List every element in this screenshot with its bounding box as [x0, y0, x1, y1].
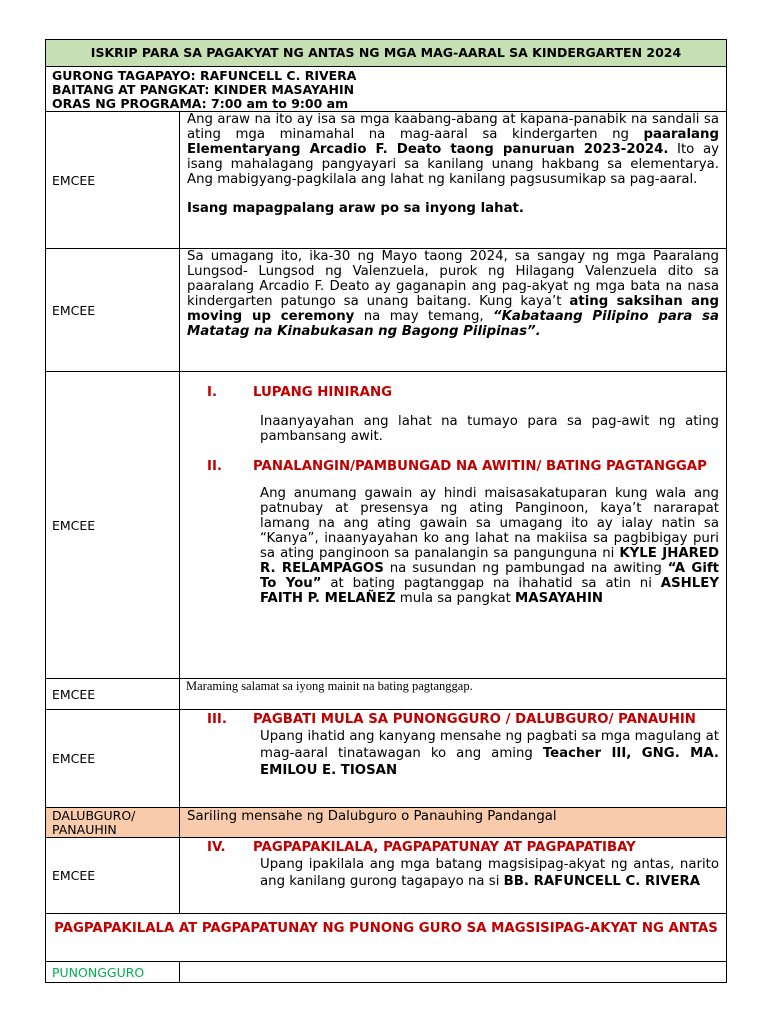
ceremony-intro-text: Sa umagang ito, ika-30 ng Mayo taong 2024, sa sangay ng mga Paaralang Lungsod- Lungsod ng Valenzuela, purok ng Hilagang Valenzuela dito sa paaralang Arcadio F. Deato ay gaganapin ang pag-akyat ng mga bata na nasa kindergarten patungo sa unang baitang. Kung kaya’t — [187, 249, 719, 309]
grade-section-line: BAITANG AT PANGKAT: KINDER MASAYAHIN — [52, 82, 355, 97]
role-label: EMCEE — [46, 372, 180, 679]
introduction-text: Upang ipakilala ang mga batang magsisipag-akyat ng antas, narito ang kanilang gurong tagapayo na si — [260, 857, 719, 889]
script-text — [180, 372, 727, 679]
script-row — [46, 679, 727, 710]
script-text — [180, 808, 727, 838]
section-heading — [187, 385, 719, 400]
section-name: MASAYAHIN — [515, 591, 604, 606]
program-script-table — [45, 39, 727, 983]
greeting-text: Isang mapagpalang araw po sa inyong lahat. — [187, 201, 524, 216]
script-row — [46, 962, 727, 983]
ceremony-text-cont: na may temang, — [354, 309, 494, 324]
schedule-line: ORAS NG PROGRAMA: 7:00 am to 9:00 am — [52, 96, 349, 111]
welcome-text-cont: mula sa pangkat — [395, 591, 516, 606]
document-title: ISKRIP PARA SA PAGAKYAT NG ANTAS NG MGA MAG-AARAL SA KINDERGARTEN 2024 — [46, 40, 727, 67]
role-label: EMCEE — [46, 679, 180, 710]
script-text — [180, 679, 727, 710]
school-year-text: paaralang Elementaryang Arcadio F. Deato taong panuruan 2023-2024. — [187, 127, 719, 157]
script-text — [180, 710, 727, 808]
section-heading — [187, 458, 719, 476]
script-text — [180, 962, 727, 983]
script-text — [180, 249, 727, 372]
program-info — [46, 67, 727, 112]
section-number: I. — [207, 385, 217, 400]
section-banner: PAGPAPAKILALA AT PAGPAPATUNAY NG PUNONG GURO SA MAGSISIPAG-AKYAT NG ANTAS — [46, 914, 727, 962]
section-title: PANALANGIN/PAMBUNGAD NA AWITIN/ BATING PAGTANGGAP — [253, 459, 707, 474]
script-text — [180, 112, 727, 249]
role-label: EMCEE — [46, 838, 180, 914]
opening-text-cont: Ito ay isang mahalagang pangyayari sa kanilang unang hakbang sa elementarya. Ang mabigyang-pagkilala ang lahat ng kanilang pagsusumikap sa pag-aaral. — [187, 142, 719, 187]
section-title: LUPANG HINIRANG — [253, 385, 393, 400]
script-row — [46, 808, 727, 838]
title-row — [46, 40, 727, 67]
script-row — [46, 838, 727, 914]
role-label: DALUBGURO/ PANAUHIN — [46, 808, 180, 838]
info-row — [46, 67, 727, 112]
section-title: PAGBATI MULA SA PUNONGGURO / DALUBGURO/ PANAUHIN — [253, 712, 696, 727]
script-row — [46, 710, 727, 808]
section-number: III. — [207, 712, 227, 727]
section-number: IV. — [207, 840, 226, 855]
opening-text: Ang araw na ito ay isa sa mga kaabang-abang at kapana-panabik na sandali sa ating mga minamahal na mag-aaral sa kindergarten ng — [187, 112, 719, 142]
greeting-invite-text: Upang ihatid ang kanyang mensahe ng pagbati sa mga magulang at mag-aaral tinatawagan ko ang aming — [260, 729, 719, 761]
theme-text: “Kabataang Pilipino para sa Matatag na Kinabukasan ng Bagong Pilipinas”. — [187, 309, 720, 339]
role-label: EMCEE — [46, 710, 180, 808]
prayer-leader-name: KYLE JHARED R. RELAMPAGOS — [260, 546, 719, 576]
section-title: PAGPAPAKILALA, PAGPAPATUNAY AT PAGPAPATIBAY — [253, 840, 636, 855]
script-row — [46, 372, 727, 679]
banner-row — [46, 914, 727, 962]
section-text: Inaanyayahan ang lahat na tumayo para sa pag-awit ng ating pambansang awit. — [260, 414, 719, 444]
message-placeholder-text: Sariling mensahe ng Dalubguro o Panauhing Pandangal — [187, 809, 557, 824]
welcome-text: at bating pagtanggap na ihahatid sa atin ni — [321, 576, 661, 591]
section-heading — [187, 839, 719, 856]
adviser-name: BB. RAFUNCELL C. RIVERA — [503, 874, 701, 889]
section-number: II. — [207, 459, 222, 474]
welcome-speaker-name: ASHLEY FAITH P. MELAÑEZ — [260, 576, 719, 606]
ceremony-bold-text: ating saksihan ang moving up ceremony — [187, 294, 720, 324]
speaker-name: Teacher III, GNG. MA. EMILOU E. TIOSAN — [260, 746, 719, 778]
prayer-text-cont: na susundan ng pambungad na awiting — [383, 561, 668, 576]
script-row — [46, 112, 727, 249]
role-label: PUNONGGURO — [46, 962, 180, 983]
adviser-line: GURONG TAGAPAYO: RAFUNCELL C. RIVERA — [52, 68, 357, 83]
role-label: EMCEE — [46, 249, 180, 372]
script-row — [46, 249, 727, 372]
section-heading — [187, 711, 719, 728]
prayer-text: Ang anumang gawain ay hindi maisasakatuparan kung wala ang patnubay at presensya ng ating Panginoon, kaya’t nararapat lamang na ang ating gawain sa umagang ito ay ialay natin sa “Kanya”, inaanyayahan ko ang lahat na makiisa sa pagbibigay puri sa ating panginoon sa panalangin sa pangunguna ni — [260, 486, 719, 561]
song-title: “A Gift To You” — [260, 561, 720, 591]
script-text — [180, 838, 727, 914]
role-label: EMCEE — [46, 112, 180, 249]
thanks-text: Maraming salamat sa iyong mainit na bating pagtanggap. — [186, 679, 473, 693]
